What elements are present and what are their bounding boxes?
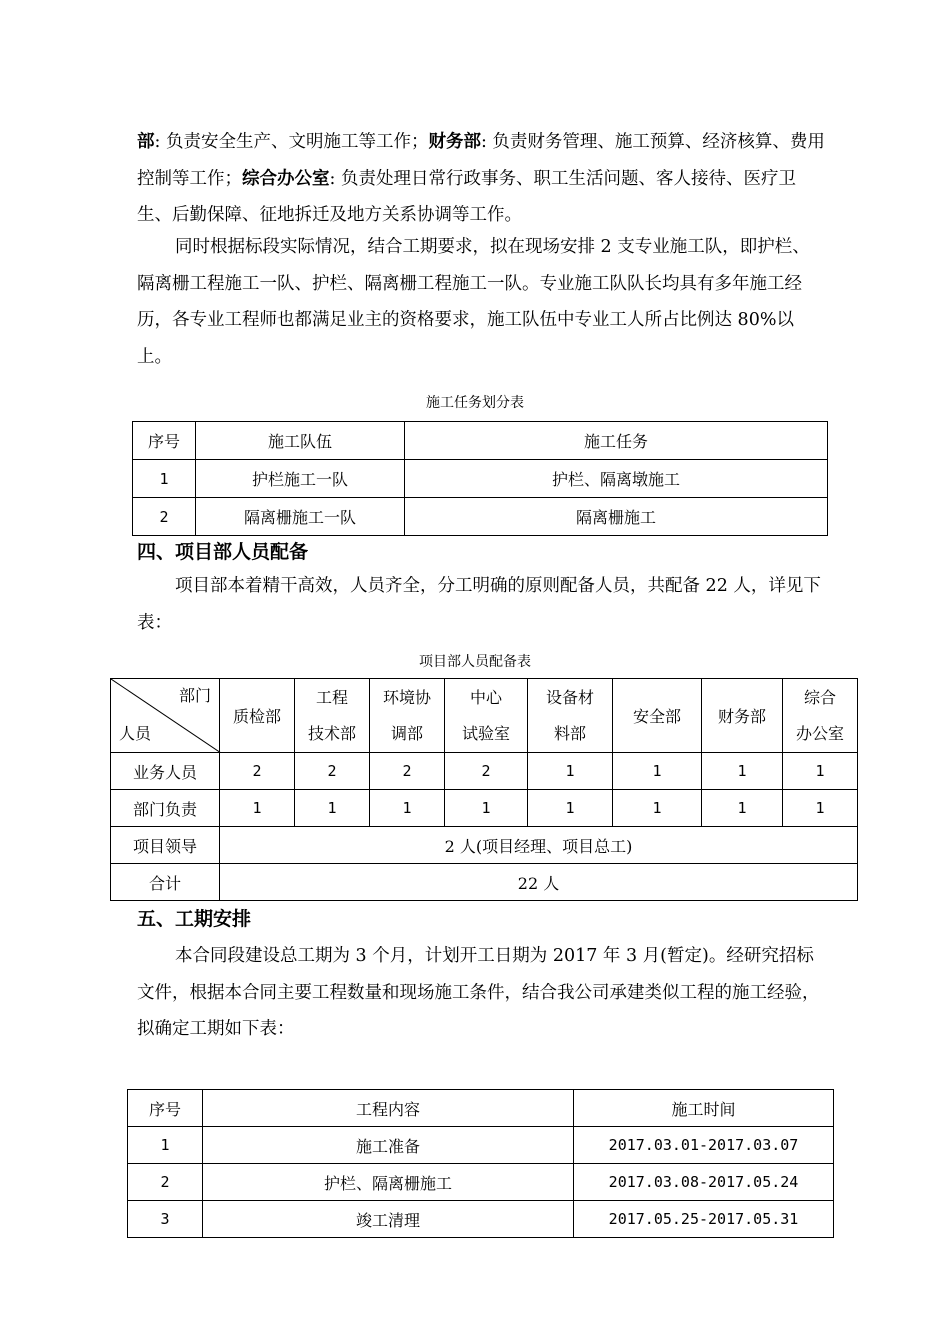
- table-cell: 3: [128, 1201, 203, 1238]
- table-cell: 1: [702, 790, 783, 827]
- intro-bold-2: 财务部: [428, 132, 481, 152]
- table-cell: 1: [783, 753, 858, 790]
- table-cell: 2: [445, 753, 528, 790]
- header-cell: 设备材 料部: [528, 679, 613, 753]
- header-cell: 安全部: [613, 679, 702, 753]
- header-cell: 施工时间: [574, 1090, 834, 1127]
- header-cell: 工程内容: [203, 1090, 574, 1127]
- row-label: 合计: [111, 864, 220, 901]
- table-cell: 施工准备: [203, 1127, 574, 1164]
- table-row: [111, 827, 858, 864]
- table-cell: 2: [295, 753, 370, 790]
- table-row: [133, 460, 828, 498]
- header-cell: 施工任务: [405, 422, 828, 460]
- corner-label-staff: 人员: [119, 724, 152, 743]
- table-cell: 1: [370, 790, 445, 827]
- table-cell: 1: [783, 790, 858, 827]
- table-cell: 1: [528, 753, 613, 790]
- header-cell: 序号: [128, 1090, 203, 1127]
- table-cell: 2: [370, 753, 445, 790]
- table-cell: 竣工清理: [203, 1201, 574, 1238]
- header-cell: 中心 试验室: [445, 679, 528, 753]
- table-cell: 1: [613, 790, 702, 827]
- table2-caption: 项目部人员配备表: [419, 654, 531, 670]
- row-label: 项目领导: [111, 827, 220, 864]
- table-cell: 1: [528, 790, 613, 827]
- table-cell: 1: [220, 790, 295, 827]
- header-cell: 工程 技术部: [295, 679, 370, 753]
- diagonal-header-cell: [111, 679, 220, 753]
- table-cell: 1: [133, 460, 196, 498]
- table-cell: 2 人(项目经理、项目总工): [220, 827, 858, 864]
- table-cell: 隔离栅施工: [405, 498, 828, 536]
- table-cell: 1: [295, 790, 370, 827]
- intro-bold-1: 部: [137, 132, 155, 152]
- section4-heading: 四、项目部人员配备: [137, 541, 309, 563]
- header-cell: 财务部: [702, 679, 783, 753]
- table-row: [111, 753, 858, 790]
- table-cell: 2: [220, 753, 295, 790]
- intro-text-3: : 负责处理日常行政事务、职工生活问题、客人接待、医疗卫生、后勤保障、征地拆迁及地方关系协调等工作。: [137, 168, 796, 225]
- table-cell: 2: [128, 1164, 203, 1201]
- section5-heading: 五、工期安排: [137, 908, 252, 930]
- intro-text-2: : 负责财务管理、施工预算、经济核算、费用控制等工作；: [137, 132, 825, 189]
- table-cell: 22 人: [220, 864, 858, 901]
- header-cell: 序号: [133, 422, 196, 460]
- table-cell: 1: [128, 1127, 203, 1164]
- table-cell: 隔离栅施工一队: [196, 498, 405, 536]
- header-cell: 施工队伍: [196, 422, 405, 460]
- header-cell: 环境协 调部: [370, 679, 445, 753]
- table-header-row: [133, 422, 828, 460]
- team-paragraph: 同时根据标段实际情况，结合工期要求，拟在现场安排 2 支专业施工队，即护栏、隔离栅工程施工一队、护栏、隔离栅工程施工一队。专业施工队队长均具有多年施工经历，各专业工程师也都满足业主的资格要求，施工队伍中专业工人所占比例达 80%以上。: [137, 237, 810, 367]
- table-header-row: [111, 679, 858, 753]
- table-header-row: [128, 1090, 834, 1127]
- row-label: 业务人员: [111, 753, 220, 790]
- table-cell: 2017.03.08-2017.05.24: [574, 1164, 834, 1201]
- table-row: [111, 864, 858, 901]
- header-cell: 综合 办公室: [783, 679, 858, 753]
- section5-paragraph: 本合同段建设总工期为 3 个月，计划开工日期为 2017 年 3 月(暂定)。经研究招标文件，根据本合同主要工程数量和现场施工条件，结合我公司承建类似工程的施工经验，拟确定工期如下表：: [137, 946, 820, 1039]
- table-cell: 护栏、隔离栅施工: [203, 1164, 574, 1201]
- table-row: [128, 1201, 834, 1238]
- intro-paragraph: [137, 124, 827, 234]
- intro-text-1: : 负责安全生产、文明施工等工作；: [154, 132, 429, 152]
- staffing-table: [110, 678, 858, 901]
- table-cell: 护栏、隔离墩施工: [405, 460, 828, 498]
- section4-paragraph: 项目部本着精干高效，人员齐全，分工明确的原则配备人员，共配备 22 人，详见下表：: [137, 576, 821, 633]
- intro-bold-3: 综合办公室: [242, 168, 330, 189]
- table-cell: 1: [445, 790, 528, 827]
- table-row: [133, 498, 828, 536]
- table1-caption: 施工任务划分表: [426, 395, 524, 411]
- table-row: [111, 790, 858, 827]
- corner-label-dept: 部门: [178, 686, 211, 705]
- table-cell: 2: [133, 498, 196, 536]
- table-cell: 2017.05.25-2017.05.31: [574, 1201, 834, 1238]
- table-cell: 2017.03.01-2017.03.07: [574, 1127, 834, 1164]
- row-label: 部门负责: [111, 790, 220, 827]
- header-cell: 质检部: [220, 679, 295, 753]
- table-cell: 1: [613, 753, 702, 790]
- schedule-table: [127, 1089, 834, 1238]
- task-division-table: [132, 421, 828, 536]
- table-cell: 1: [702, 753, 783, 790]
- table-cell: 护栏施工一队: [196, 460, 405, 498]
- table-row: [128, 1127, 834, 1164]
- table-row: [128, 1164, 834, 1201]
